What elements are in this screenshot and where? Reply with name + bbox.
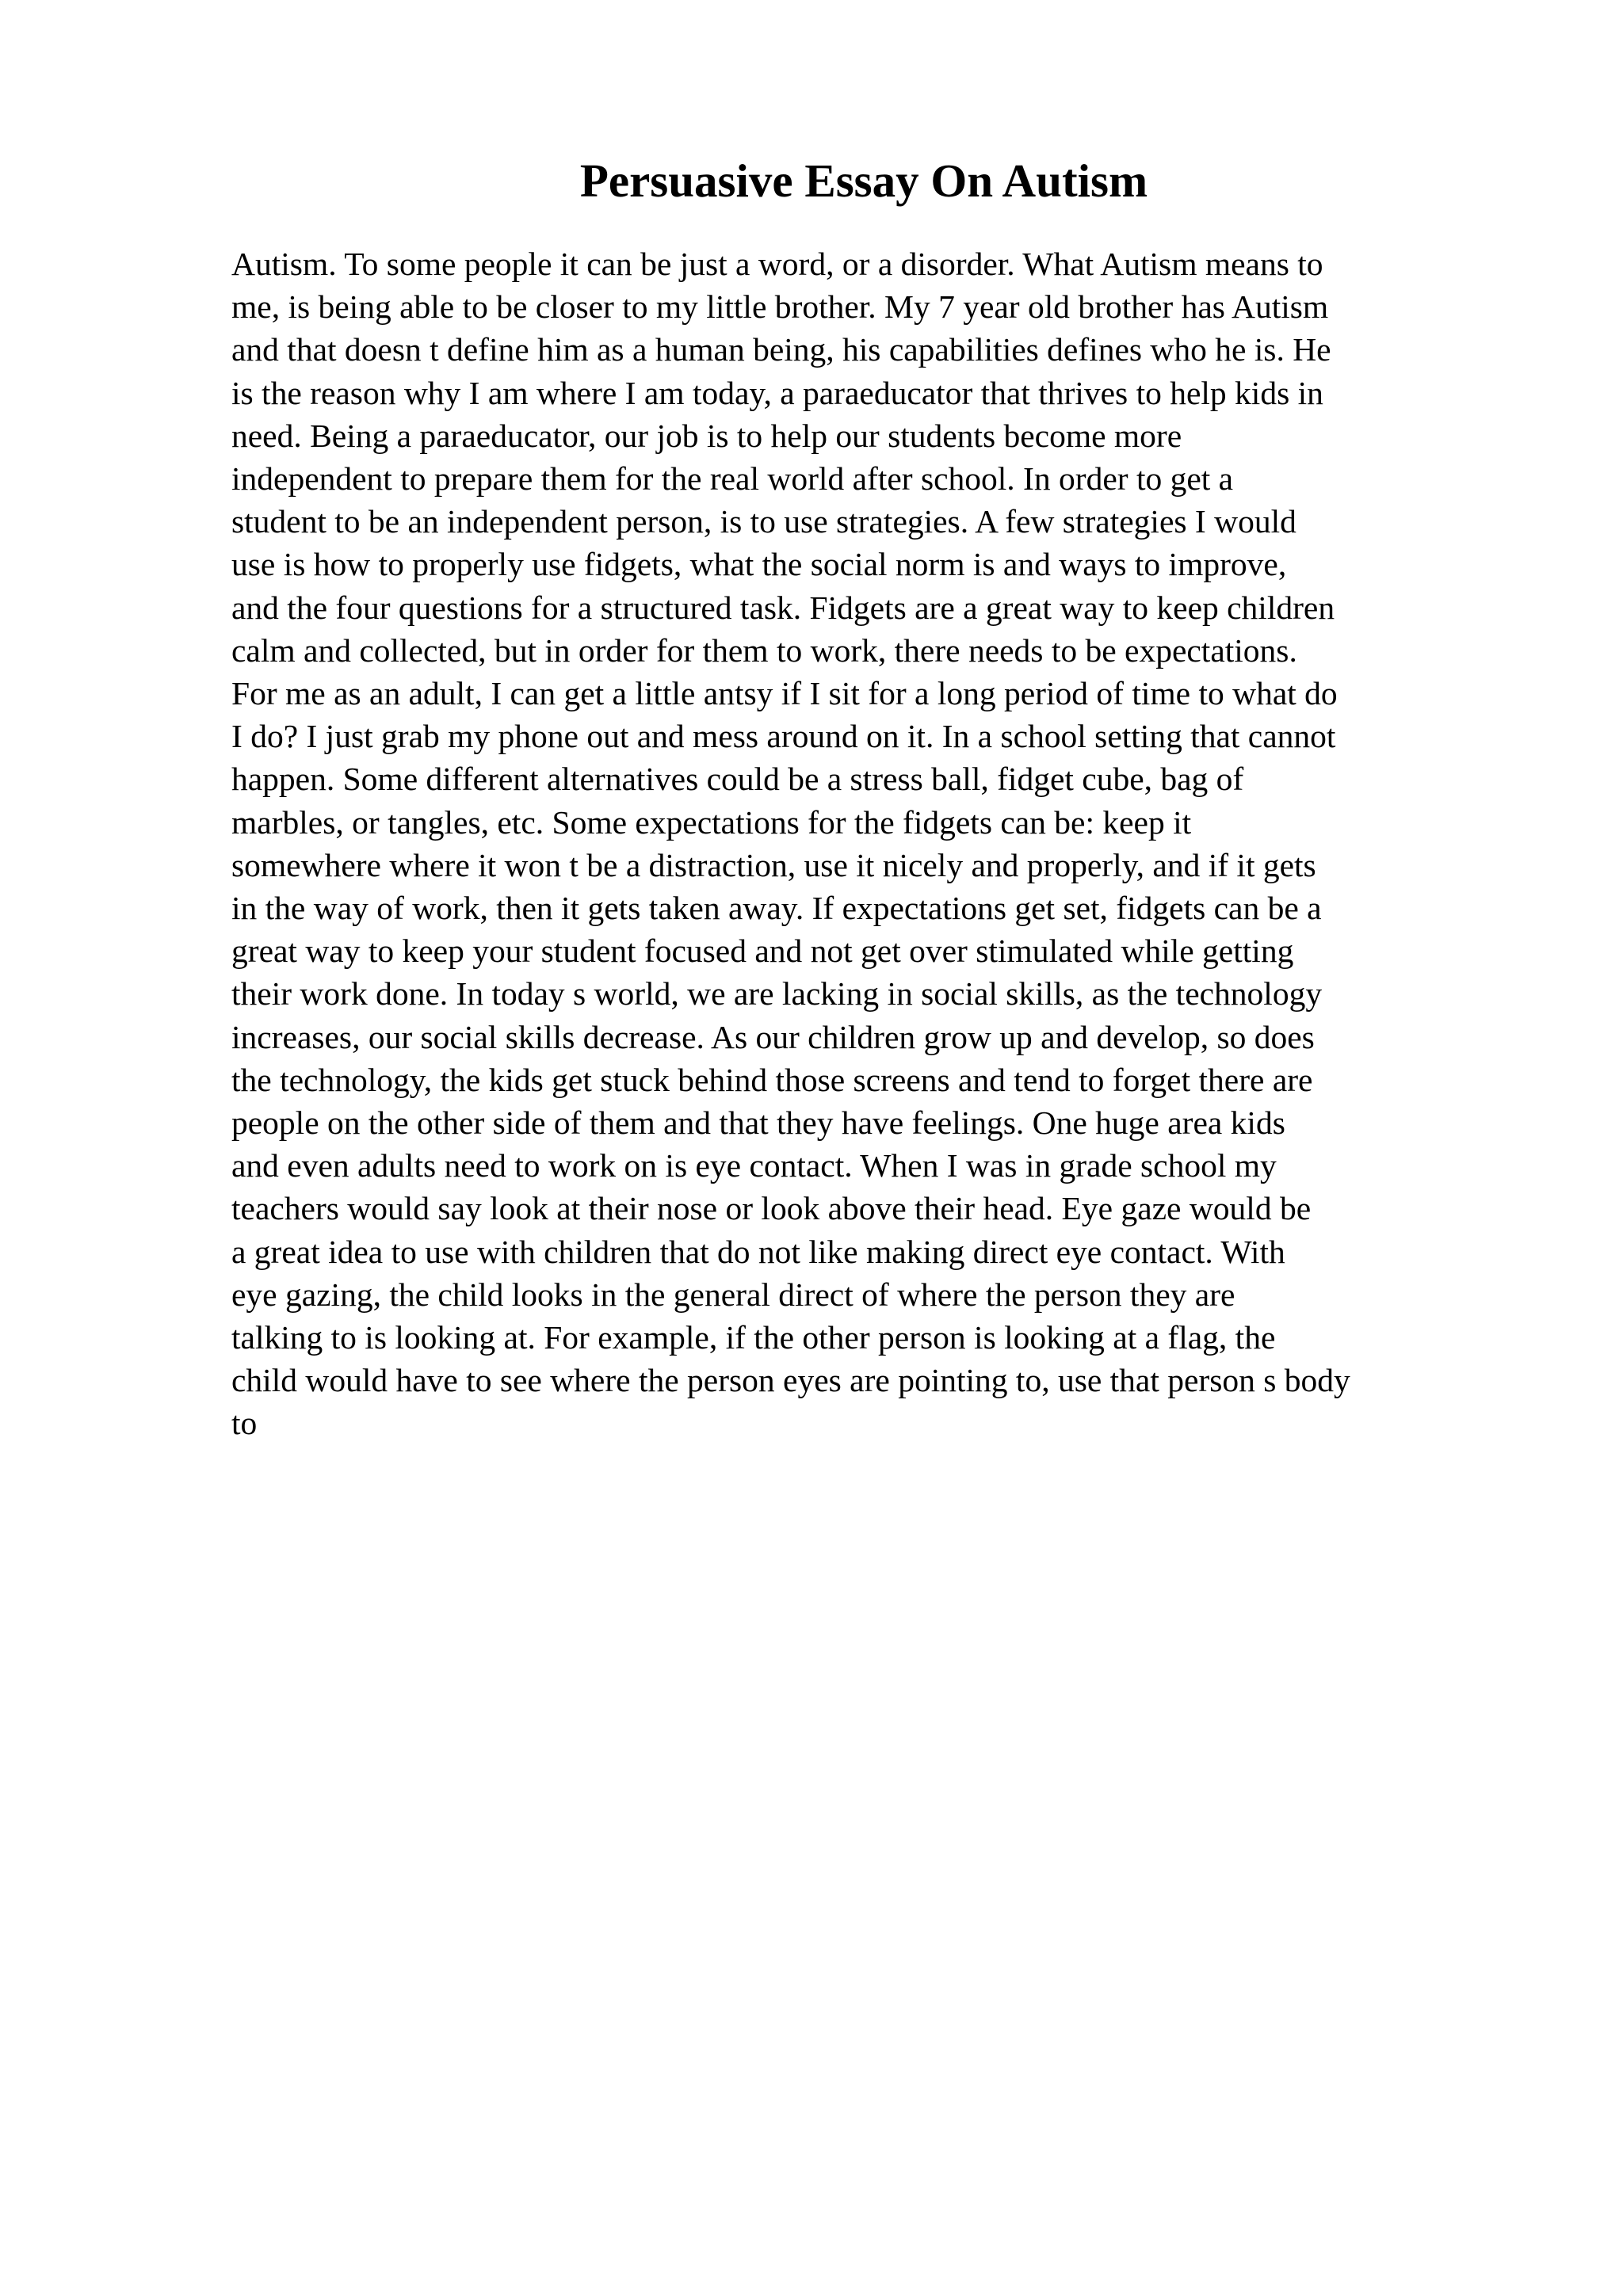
body-line: me, is being able to be closer to my little brother. My 7 year old brother has Autism	[231, 288, 1329, 326]
body-line: their work done. In today s world, we are lacking in social skills, as the technology	[231, 975, 1323, 1013]
body-line: great way to keep your student focused and not get over stimulated while getting	[231, 933, 1294, 970]
body-line: and even adults need to work on is eye contact. When I was in grade school my	[231, 1147, 1277, 1184]
body-line: student to be an independent person, is to use strategies. A few strategies I would	[231, 503, 1296, 540]
body-line: need. Being a paraeducator, our job is to help our students become more	[231, 417, 1182, 454]
essay-body	[231, 242, 1515, 1445]
body-line: eye gazing, the child looks in the general direct of where the person they are	[231, 1276, 1235, 1313]
body-line: independent to prepare them for the real world after school. In order to get a	[231, 460, 1234, 498]
body-line: is the reason why I am where I am today, a paraeducator that thrives to help kids in	[231, 374, 1323, 411]
body-line: a great idea to use with children that do not like making direct eye contact. With	[231, 1233, 1285, 1270]
body-line: and the four questions for a structured task. Fidgets are a great way to keep children	[231, 589, 1335, 626]
body-line: calm and collected, but in order for them to work, there needs to be expectations.	[231, 631, 1297, 669]
body-line: teachers would say look at their nose or look above their head. Eye gaze would be	[231, 1190, 1312, 1227]
body-line: people on the other side of them and that they have feelings. One huge area kids	[231, 1104, 1285, 1142]
document-title: Persuasive Essay On Autism	[579, 154, 1148, 207]
body-line: somewhere where it won t be a distraction, use it nicely and properly, and if it gets	[231, 846, 1316, 883]
body-line: and that doesn t define him as a human being, his capabilities defines who he is. He	[231, 331, 1331, 368]
body-line: I do? I just grab my phone out and mess around on it. In a school setting that cannot	[231, 718, 1336, 755]
body-line: child would have to see where the person eyes are pointing to, use that person s body	[231, 1362, 1350, 1399]
body-line: For me as an adult, I can get a little antsy if I sit for a long period of time to what do	[231, 675, 1338, 712]
body-line: Autism. To some people it can be just a word, or a disorder. What Autism means to	[231, 246, 1323, 282]
body-line: increases, our social skills decrease. As our children grow up and develop, so does	[231, 1018, 1315, 1055]
body-line: use is how to properly use fidgets, what the social norm is and ways to improve,	[231, 546, 1287, 583]
body-line: in the way of work, then it gets taken away. If expectations get set, fidgets can be a	[231, 890, 1322, 927]
body-line: to	[231, 1405, 258, 1442]
body-line: the technology, the kids get stuck behind those screens and tend to forget there are	[231, 1061, 1313, 1098]
body-line: happen. Some different alternatives could be a stress ball, fidget cube, bag of	[231, 761, 1244, 798]
body-line: talking to is looking at. For example, if the other person is looking at a flag, the	[231, 1319, 1276, 1356]
body-line: marbles, or tangles, etc. Some expectations for the fidgets can be: keep it	[231, 803, 1192, 841]
